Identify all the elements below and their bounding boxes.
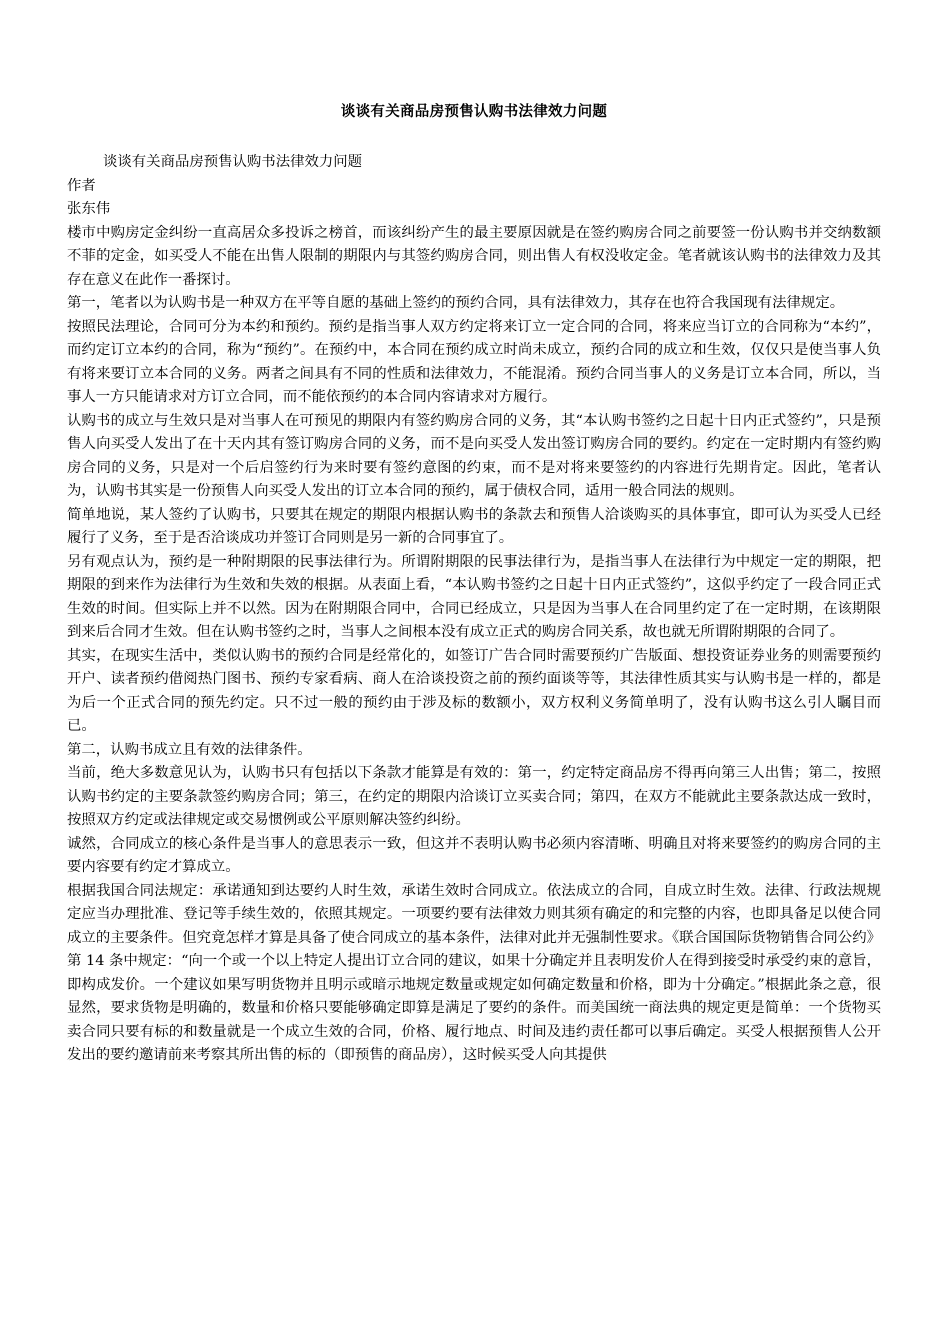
paragraph-indeed: 诚然，合同成立的核心条件是当事人的意思表示一致，但这并不表明认购书必须内容清晰、明确且对将来要签约的购房合同的主要内容要有约定才算成立。 xyxy=(67,835,881,875)
paragraph-real-life: 其实，在现实生活中，类似认购书的预约合同是经常化的，如签订广告合同时需要预约广告版面、想投资证券业务的则需要预约开户、读者预约借阅热门图书、预约专家看病、商人在洽谈投资之前的预约面谈等等，其法律性质其实与认购书是一样的，都是为后一个正式合同的预先约定。只不过一般的预约由于涉及标的数额小，双方权利义务简单明了，没有认购书这么引人瞩目而已。 xyxy=(67,647,881,734)
paragraph-point-one: 第一，笔者以为认购书是一种双方在平等自愿的基础上签约的预约合同，具有法律效力，其存在也符合我国现有法律规定。 xyxy=(67,295,845,311)
document-title: 谈谈有关商品房预售认购书法律效力问题 xyxy=(340,104,608,120)
paragraph-majority-view: 当前，绝大多数意见认为，认购书只有包括以下条款才能算是有效的：第一，约定特定商品房不得再向第三人出售；第二，按照认购书约定的主要条款签约购房合同；第三，在约定的期限内洽谈订立买卖合同；第四，在双方不能就此主要条款达成一致时，按照双方约定或法律规定或交易惯例或公平原则解决签约纠纷。 xyxy=(67,765,881,828)
author-label: 作者 xyxy=(67,177,96,194)
paragraph-civil-law-theory: 按照民法理论，合同可分为本约和预约。预约是指当事人双方约定将来订立一定合同的合同，将来应当订立的合同称为“本约”，而约定订立本约的合同，称为“预约”。在预约中，本合同在预约成立时尚未成立，预约合同的成立和生效，仅仅只是使当事人负有将来要订立本合同的义务。两者之间具有不同的性质和法律效力，不能混淆。预约合同当事人的义务是订立本合同，所以，当事人一方只能请求对方订立合同，而不能依预约的本合同内容请求对方履行。 xyxy=(67,318,881,405)
document-subtitle: 谈谈有关商品房预售认购书法律效力问题 xyxy=(103,154,363,170)
paragraph-intro: 楼市中购房定金纠纷一直高居众多投诉之榜首，而该纠纷产生的最主要原因就是在签约购房合同之前要签一份认购书并交纳数额不菲的定金，如买受人不能在出售人限制的期限内与其签约购房合同，则出售人有权没收定金。笔者就该认购书的法律效力及其存在意义在此作一番探讨。 xyxy=(67,224,881,288)
document-page xyxy=(67,100,881,1068)
author-name: 张东伟 xyxy=(67,201,111,217)
paragraph-formation-effect: 认购书的成立与生效只是对当事人在可预见的期限内有签约购房合同的义务，其“本认购书签约之日起十日内正式签约”，只是预售人向买受人发出了在十天内其有签订购房合同的义务，而不是向买受人发出签订购房合同的要约。约定在一定时期内有签约购房合同的义务，只是对一个后启签约行为来时要有签约意图的约束，而不是对将来要签约的内容进行先期肯定。因此，笔者认为，认购书其实是一份预售人向买受人发出的订立本合同的预约，属于债权合同，适用一般合同法的规则。 xyxy=(67,412,881,499)
paragraph-point-two: 第二，认购书成立且有效的法律条件。 xyxy=(67,741,312,758)
paragraph-simply-put: 简单地说，某人签约了认购书，只要其在规定的期限内根据认购书的条款去和预售人洽谈购买的具体事宜，即可认为买受人已经履行了义务，至于是否洽谈成功并签订合同则是另一新的合同事宜了。 xyxy=(67,506,881,546)
paragraph-contract-law: 根据我国合同法规定：承诺通知到达要约人时生效，承诺生效时合同成立。依法成立的合同，自成立时生效。法律、行政法规规定应当办理批准、登记等手续生效的，依照其规定。一项要约要有法律效力则其须有确定的和完整的内容，也即具备足以使合同成立的主要条件。但究竟怎样才算是具备了使合同成立的基本条件，法律对此并无强制性要求。《联合国国际货物销售合同公约》第 14 条中规定：“向一个或一个以上特定人提出订立合同的建议，如果十分确定并且表明发价人在得到接受时承受约束的意旨，即构成发价。一个建议如果写明货物并且明示或暗示地规定数量或规定如何确定数量和价格，即为十分确定。”根据此条之意，很显然，要求货物是明确的，数量和价格只要能够确定即算是满足了要约的条件。而美国统一商法典的规定更是简单：一个货物买卖合同只要有标的和数量就是一个成立生效的合同，价格、履行地点、时间及违约责任都可以事后确定。买受人根据预售人公开发出的要约邀请前来考察其所出售的标的（即预售的商品房），这时候买受人向其提供 xyxy=(67,882,881,1063)
paragraph-other-view: 另有观点认为，预约是一种附期限的民事法律行为。所谓附期限的民事法律行为，是指当事人在法律行为中规定一定的期限，把期限的到来作为法律行为生效和失效的根据。从表面上看，“本认购书签约之日起十日内正式签约”，这似乎约定了一段合同正式生效的时间。但实际上并不以然。因为在附期限合同中，合同已经成立，只是因为当事人在合同里约定了在一定时期，在该期限到来后合同才生效。但在认购书签约之时，当事人之间根本没有成立正式的购房合同关系，故也就无所谓附期限的合同了。 xyxy=(67,553,881,640)
